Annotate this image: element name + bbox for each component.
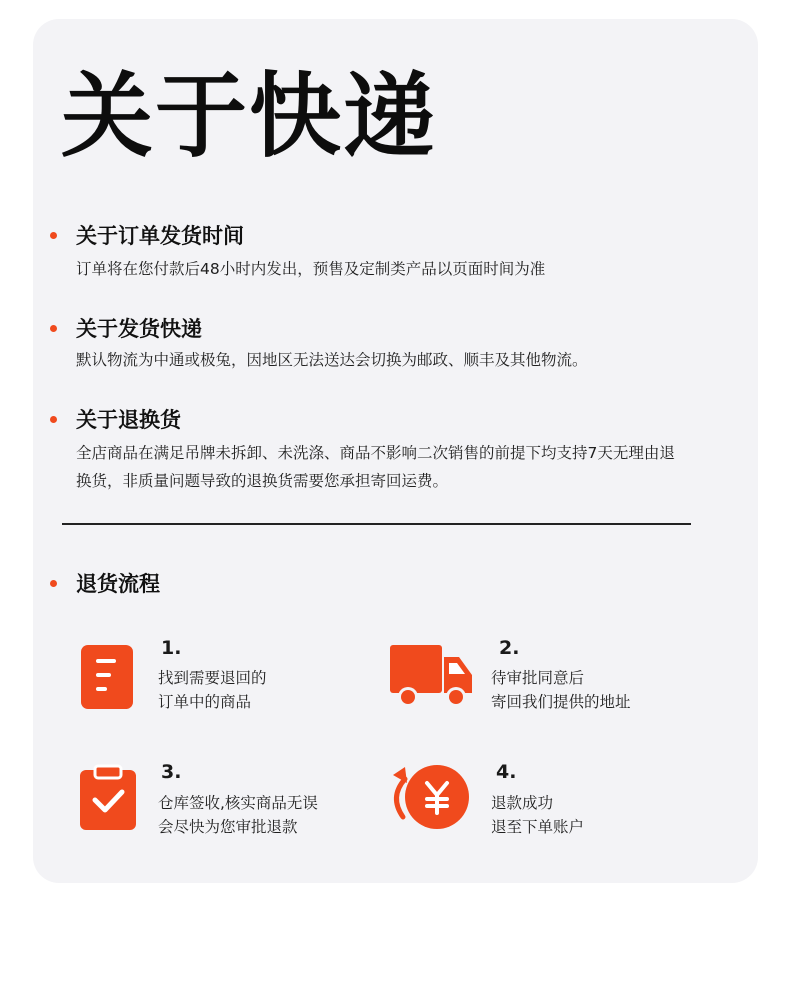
step-number: 3. [161,761,182,783]
page-title: 关于快递 [61,63,438,170]
step-text: 待审批同意后 寄回我们提供的地址 [491,669,631,711]
shipping-info-card [33,19,758,883]
step-text: 退款成功 退至下单账户 [491,794,585,836]
step-number: 1. [161,637,182,659]
section-heading-courier: 关于发货快递 [76,317,202,341]
section-body-returns: 全店商品在满足吊牌未拆卸、未洗涤、商品不影响二次销售的前提下均支持7天无理由退换货，非质量问题导致的退换货需要您承担寄回运费。 [76,444,675,490]
step-number: 2. [499,637,520,659]
step-text: 仓库签收,核实商品无误 会尽快为您审批退款 [158,794,318,836]
section-heading-ship-time: 关于订单发货时间 [76,224,244,248]
section-body-ship-time: 订单将在您付款后48小时内发出，预售及定制类产品以页面时间为准 [76,260,546,278]
section-heading-returns: 关于退换货 [76,408,181,432]
divider [62,523,691,525]
delivery-truck-icon [388,643,474,709]
bullet-dot [50,416,57,423]
section-body-courier: 默认物流为中通或极兔，因地区无法送达会切换为邮政、顺丰及其他物流。 [76,351,588,369]
bullet-dot [50,325,57,332]
step-text: 找到需要退回的 订单中的商品 [158,669,267,711]
step-number: 4. [496,761,517,783]
document-list-icon [79,643,135,711]
clipboard-check-icon [78,764,138,832]
section-heading-return-process: 退货流程 [76,572,160,596]
bullet-dot [50,580,57,587]
yuan-refund-icon [383,763,473,833]
bullet-dot [50,232,57,239]
